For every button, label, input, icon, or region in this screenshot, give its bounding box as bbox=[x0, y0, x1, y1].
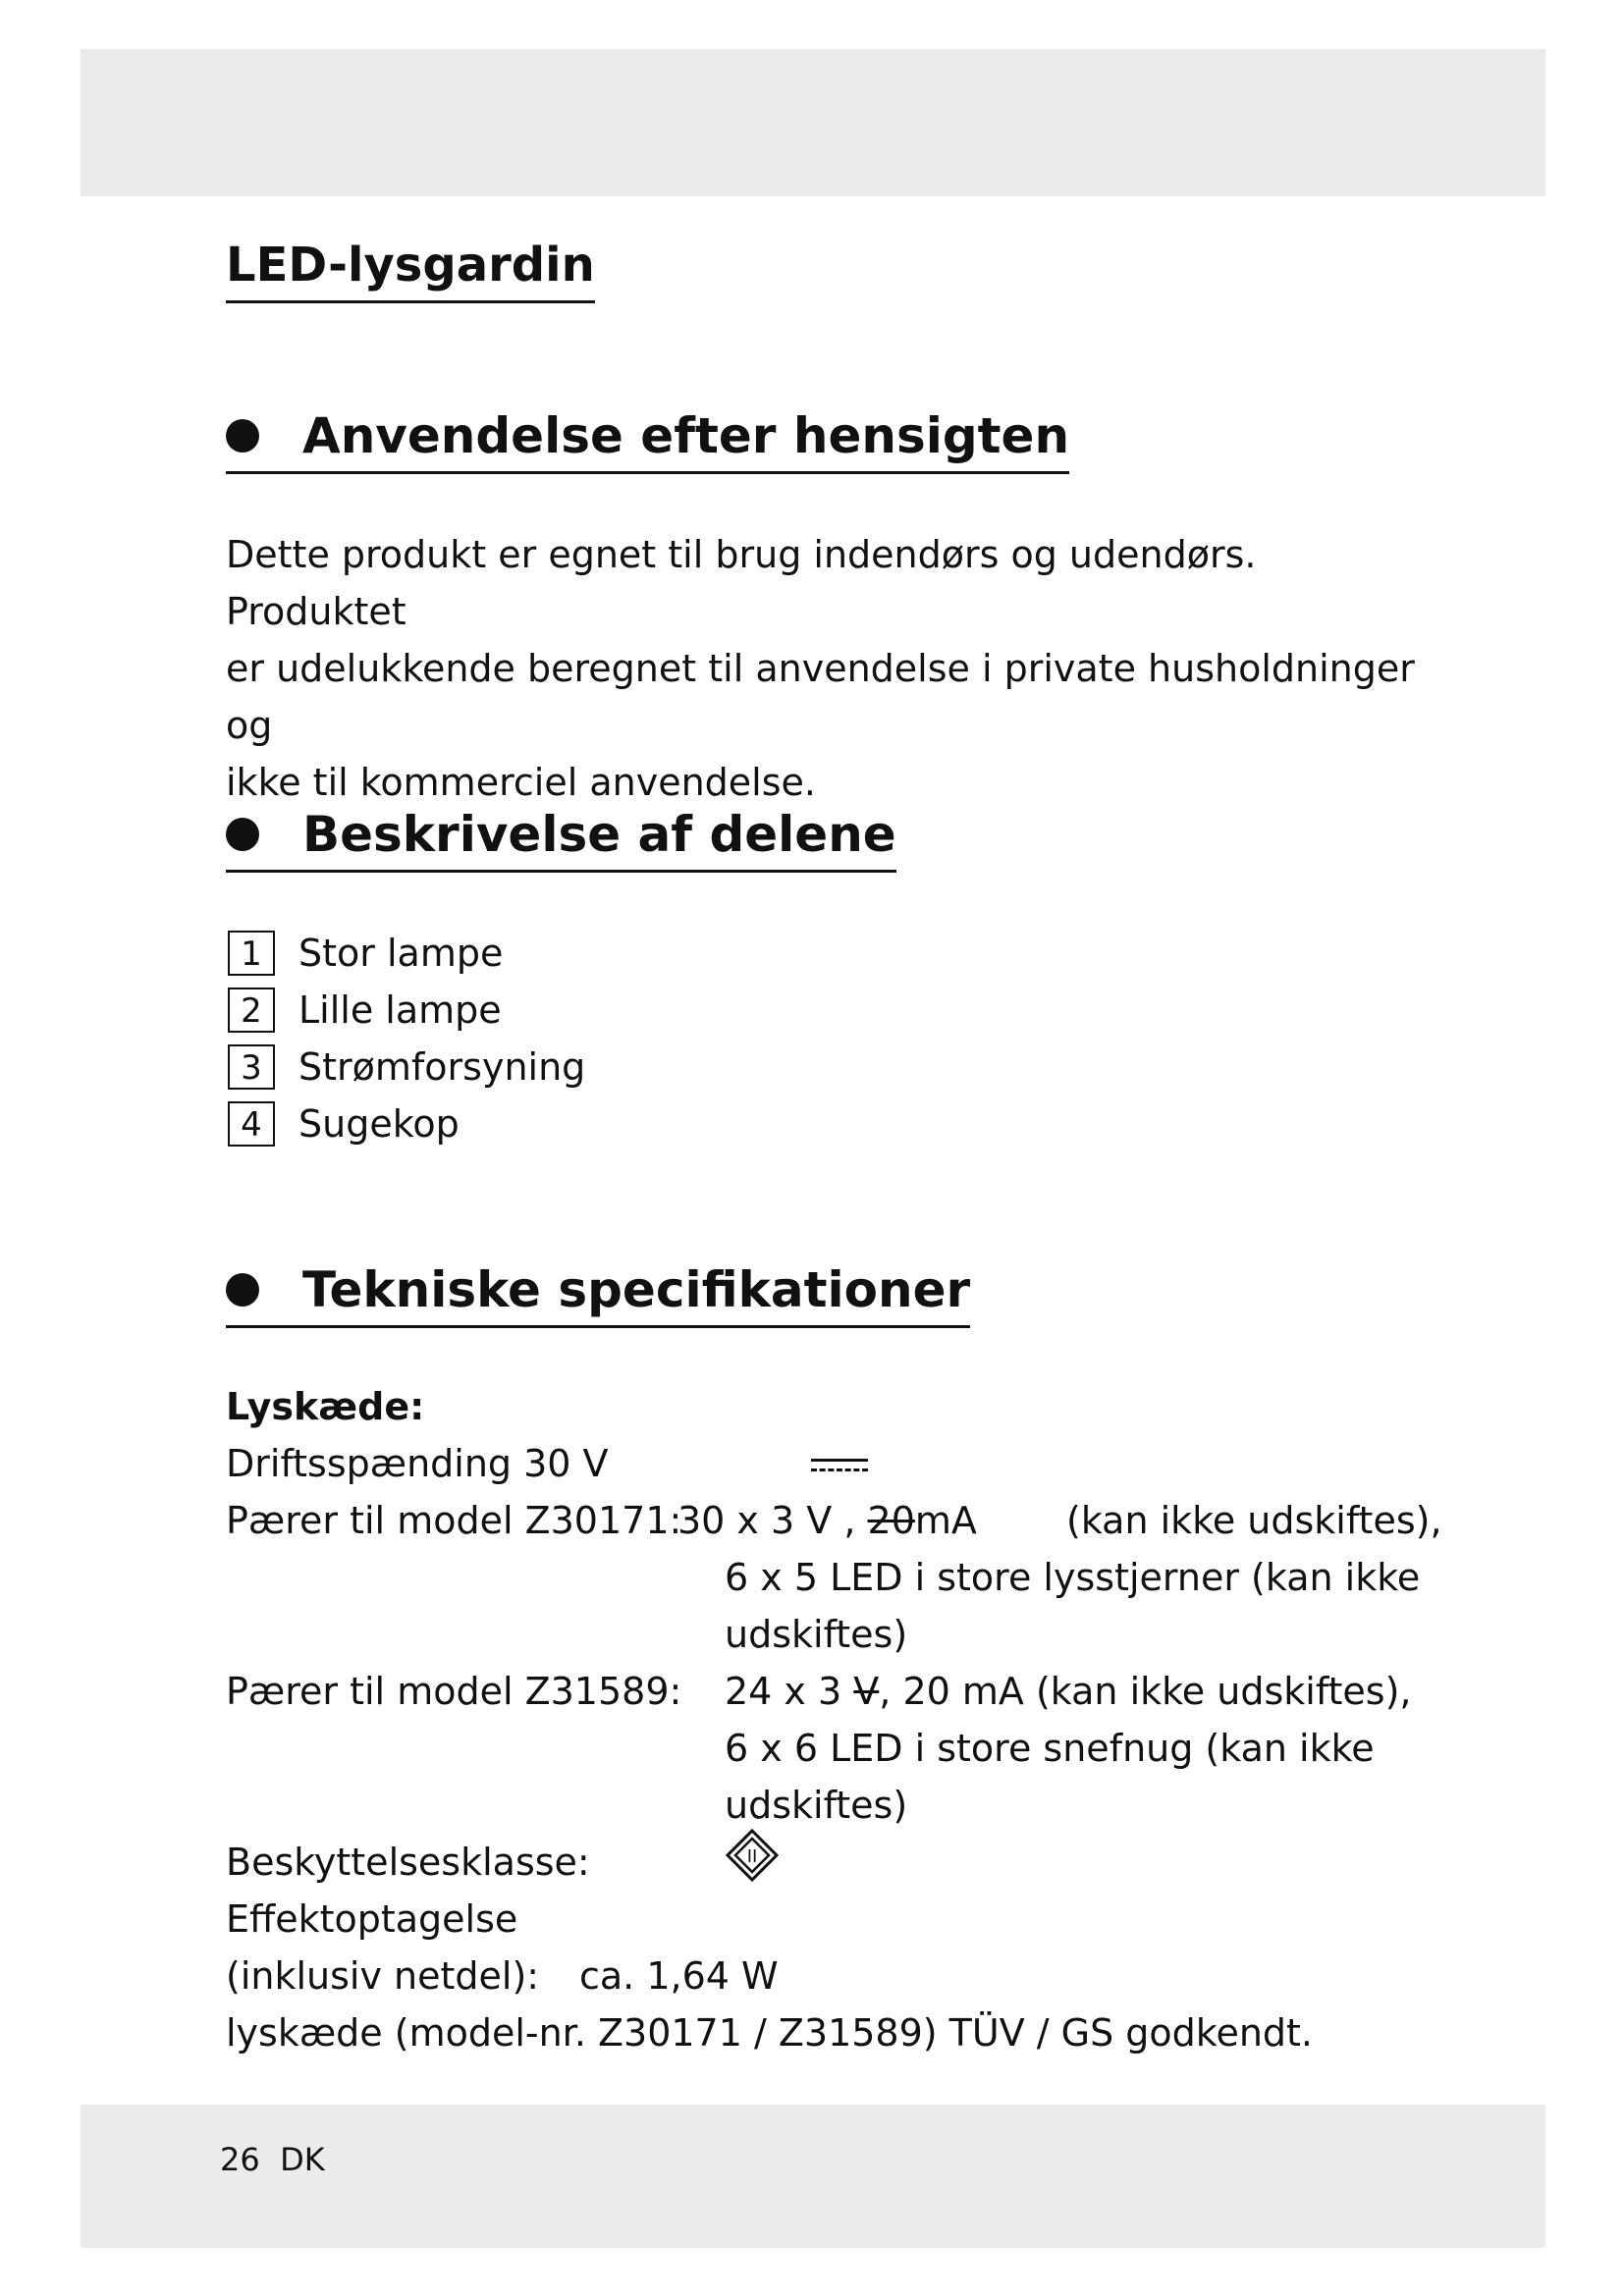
model1-note: (kan ikke udskiftes), bbox=[1066, 1499, 1442, 1542]
model2-label: Pærer til model Z31589: bbox=[226, 1670, 682, 1713]
part-number-box: 3 bbox=[228, 1044, 275, 1090]
part-label: Sugekop bbox=[298, 1102, 460, 1146]
model2-line2: 6 x 6 LED i store snefnug (kan ikke bbox=[725, 1727, 1375, 1770]
part-number-box: 2 bbox=[228, 988, 275, 1033]
model2-value-text: 24 x 3 bbox=[725, 1670, 842, 1713]
page-title: LED-lysgardin bbox=[226, 236, 595, 303]
model1-label: Pærer til model Z30171: bbox=[226, 1499, 682, 1542]
bullet-icon bbox=[226, 419, 259, 453]
model1-unit: mA bbox=[914, 1499, 977, 1542]
language-code: DK bbox=[280, 2141, 325, 2178]
bullet-icon bbox=[226, 1273, 259, 1307]
model1-value-text: 30 x 3 V , bbox=[677, 1499, 856, 1542]
model2-value-rest: , 20 mA (kan ikke udskiftes), bbox=[879, 1670, 1412, 1713]
power-value: ca. 1,64 W bbox=[579, 1954, 779, 1998]
intended-use-paragraph bbox=[226, 526, 1424, 811]
part-number-box: 1 bbox=[228, 931, 275, 976]
model2-struck-value: V bbox=[853, 1670, 880, 1713]
dc-symbol-icon bbox=[811, 1435, 868, 1492]
page-footer bbox=[220, 2140, 325, 2179]
section-parts-heading bbox=[226, 803, 896, 873]
section-heading-text: Anvendelse efter hensigten bbox=[302, 407, 1070, 464]
specs-subheading: Lyskæde: bbox=[226, 1385, 425, 1428]
model1-line3: udskiftes) bbox=[725, 1613, 908, 1656]
model2-line3: udskiftes) bbox=[725, 1784, 908, 1827]
section-heading-text: Tekniske specifikationer bbox=[302, 1261, 971, 1318]
list-item bbox=[228, 925, 585, 982]
model1-struck-value: 20 bbox=[867, 1499, 915, 1542]
list-item bbox=[228, 1039, 585, 1095]
paragraph-line: er udelukkende beregnet til anvendelse i private husholdninger og bbox=[226, 647, 1415, 747]
model1-line2: 6 x 5 LED i store lysstjerner (kan ikke bbox=[725, 1556, 1421, 1599]
protection-class-ii-icon bbox=[725, 1828, 780, 1883]
part-label: Strømforsyning bbox=[298, 1045, 586, 1089]
header-band bbox=[81, 49, 1545, 196]
protection-class-label: Beskyttelsesklasse: bbox=[226, 1841, 590, 1884]
section-heading-text: Beskrivelse af delene bbox=[302, 806, 896, 863]
bullet-icon bbox=[226, 818, 259, 851]
page-number: 26 bbox=[220, 2141, 260, 2178]
part-number-box: 4 bbox=[228, 1101, 275, 1147]
parts-list bbox=[228, 925, 585, 1152]
model1-value bbox=[677, 1492, 977, 1549]
power-label: Effektoptagelse bbox=[226, 1897, 518, 1941]
paragraph-line: ikke til kommerciel anvendelse. bbox=[226, 761, 816, 804]
section-specs-heading bbox=[226, 1258, 970, 1328]
list-item bbox=[228, 982, 585, 1039]
section-intended-use-heading bbox=[226, 404, 1069, 474]
protection-class-value: II bbox=[746, 1846, 758, 1867]
operating-voltage: Driftsspænding 30 V bbox=[226, 1442, 609, 1485]
part-label: Stor lampe bbox=[298, 932, 504, 975]
model2-value bbox=[725, 1663, 1412, 1720]
list-item bbox=[228, 1095, 585, 1152]
power-label-2: (inklusiv netdel): bbox=[226, 1954, 540, 1998]
part-label: Lille lampe bbox=[298, 988, 502, 1032]
approval-text: lyskæde (model-nr. Z30171 / Z31589) TÜV / GS godkendt. bbox=[226, 2011, 1314, 2055]
paragraph-line: Dette produkt er egnet til brug indendørs og udendørs. Produktet bbox=[226, 533, 1257, 633]
